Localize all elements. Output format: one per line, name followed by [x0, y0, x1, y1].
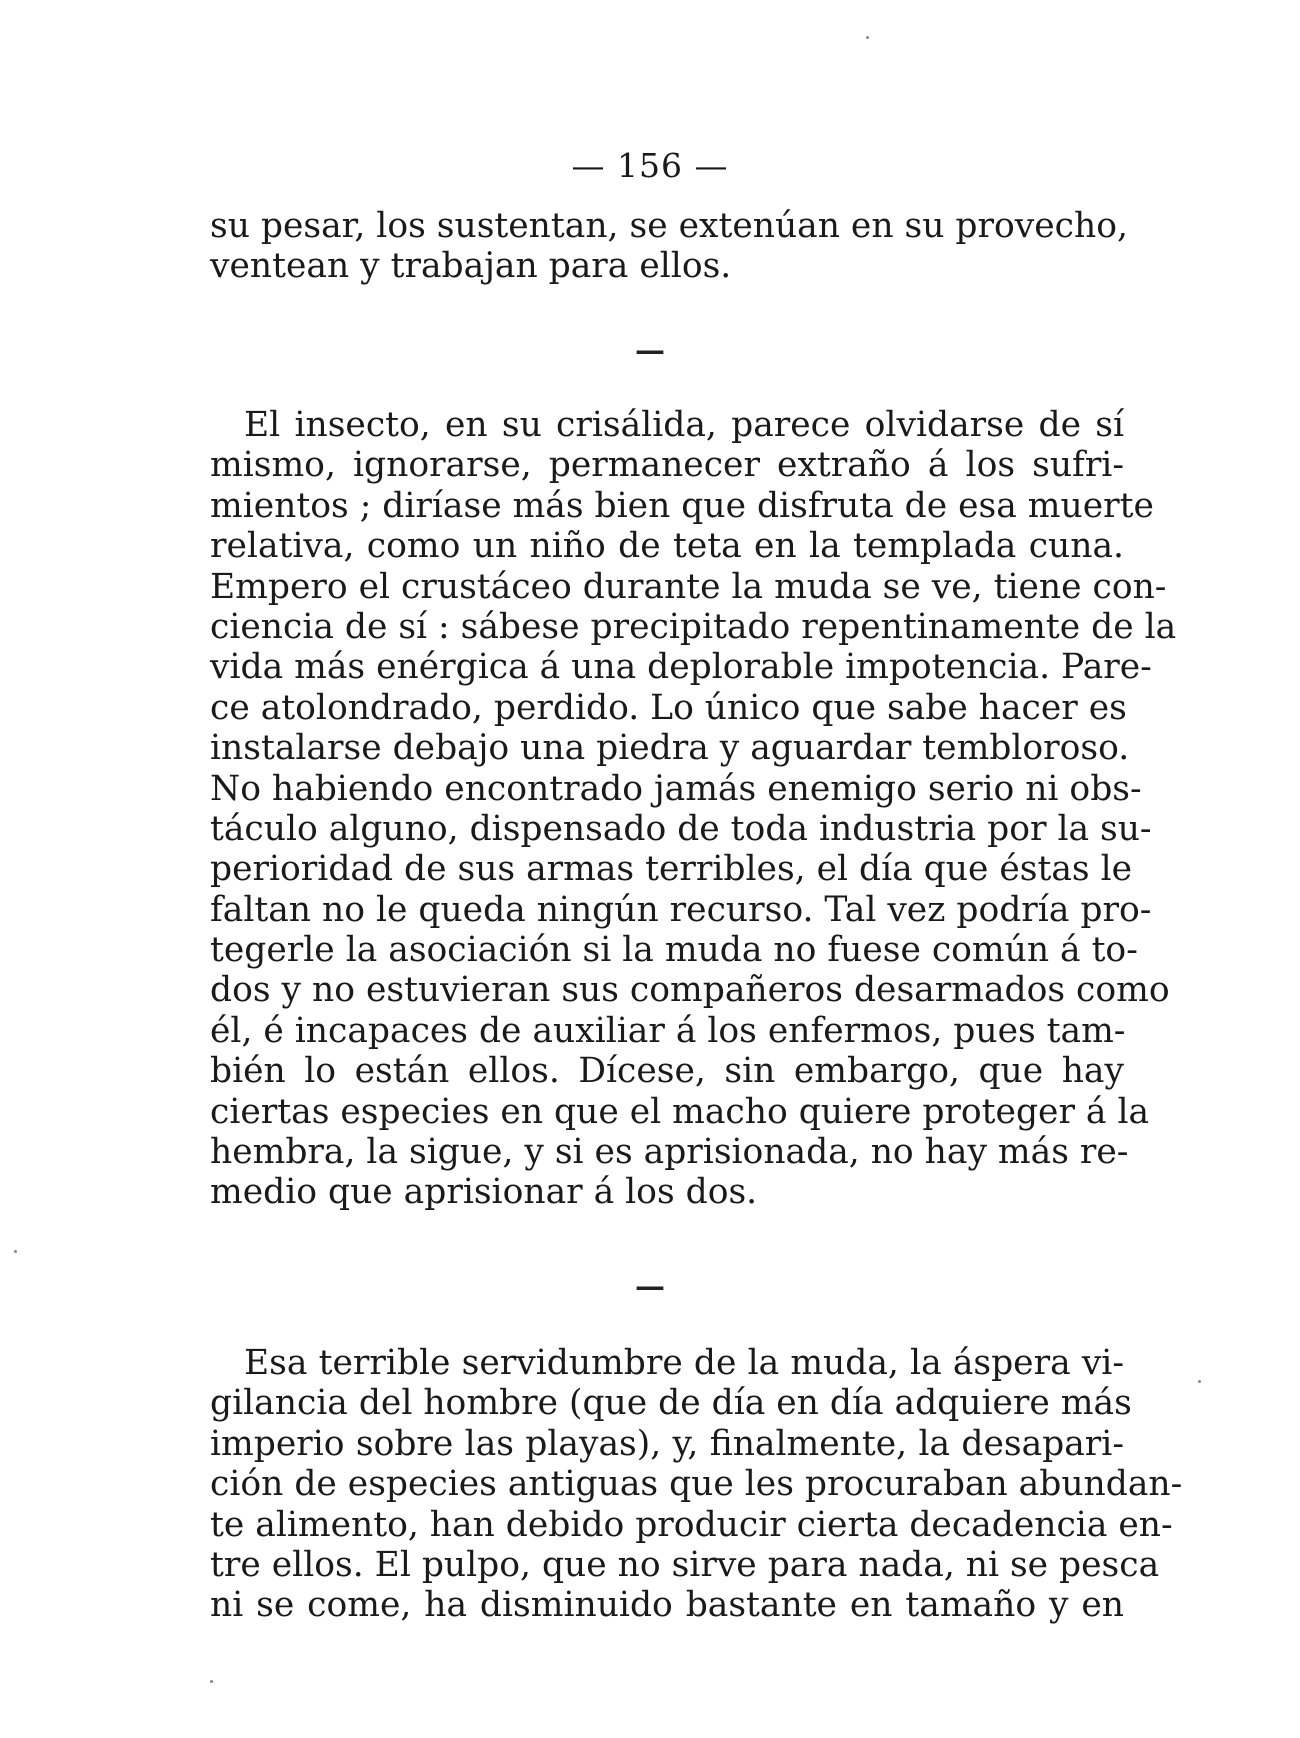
text-line: El insecto, en su crisálida, parece olvidarse de sí: [244, 405, 1124, 445]
text-line: ción de especies antiguas que les procuraban abundan-: [210, 1464, 1183, 1505]
scan-speck: [866, 36, 869, 39]
text-line: relativa, como un niño de teta en la templada cuna.: [210, 526, 1124, 567]
text-line: ce atolondrado, perdido. Lo único que sabe hacer es: [210, 687, 1127, 728]
text-line: medio que aprisionar á los dos.: [210, 1172, 758, 1213]
text-line: ni se come, ha disminuido bastante en tamaño y en: [210, 1585, 1124, 1626]
paragraph-2: [210, 405, 1177, 1213]
page-number: — 156 —: [571, 146, 729, 185]
text-line: tegerle la asociación si la muda no fuese común á to-: [210, 930, 1138, 971]
text-line: mientos ; diríase más bien que disfruta de esa muerte: [210, 485, 1154, 526]
text-line: tre ellos. El pulpo, que no sirve para nada, ni se pesca: [210, 1544, 1160, 1585]
text-line: bién lo están ellos. Dícese, sin embargo, que hay: [210, 1051, 1124, 1092]
text-line: Esa terrible servidumbre de la muda, la áspera vi-: [244, 1343, 1124, 1383]
text-line: hembra, la sigue, y si es aprisionada, no hay más re-: [210, 1132, 1129, 1173]
section-break-dash: —: [635, 333, 665, 368]
text-line: gilancia del hombre (que de día en día adquiere más: [210, 1383, 1132, 1424]
paragraph-1: [210, 206, 1128, 287]
text-line: vida más enérgica á una deplorable impotencia. Pare-: [210, 647, 1152, 688]
text-line: No habiendo encontrado jamás enemigo serio ni obs-: [210, 768, 1142, 809]
text-line: ventean y trabajan para ellos.: [210, 246, 732, 287]
text-line: ciertas especies en que el macho quiere proteger á la: [210, 1091, 1150, 1132]
text-line: faltan no le queda ningún recurso. Tal vez podría pro-: [210, 889, 1152, 930]
scan-speck: [1198, 1380, 1201, 1383]
section-break-dash: —: [635, 1269, 665, 1304]
text-line: imperio sobre las playas), y, finalmente, la desapari-: [210, 1423, 1124, 1464]
text-line: ciencia de sí : sábese precipitado repentinamente de la: [210, 606, 1177, 647]
scan-speck: [14, 1250, 17, 1253]
text-line: instalarse debajo una piedra y aguardar tembloroso.: [210, 728, 1130, 769]
text-line: su pesar, los sustentan, se extenúan en su provecho,: [210, 206, 1128, 246]
paragraph-3: [210, 1343, 1183, 1626]
text-line: dos y no estuvieran sus compañeros desarmados como: [210, 970, 1170, 1011]
text-line: él, é incapaces de auxiliar á los enfermos, pues tam-: [210, 1010, 1126, 1051]
text-line: táculo alguno, dispensado de toda industria por la su-: [210, 808, 1152, 849]
text-line: perioridad de sus armas terribles, el día que éstas le: [210, 849, 1133, 890]
text-line: te alimento, han debido producir cierta decadencia en-: [210, 1504, 1173, 1545]
text-line: mismo, ignorarse, permanecer extraño á los sufri-: [210, 445, 1124, 486]
text-line: Empero el crustáceo durante la muda se ve, tiene con-: [210, 566, 1167, 607]
scan-speck: [210, 1680, 213, 1683]
